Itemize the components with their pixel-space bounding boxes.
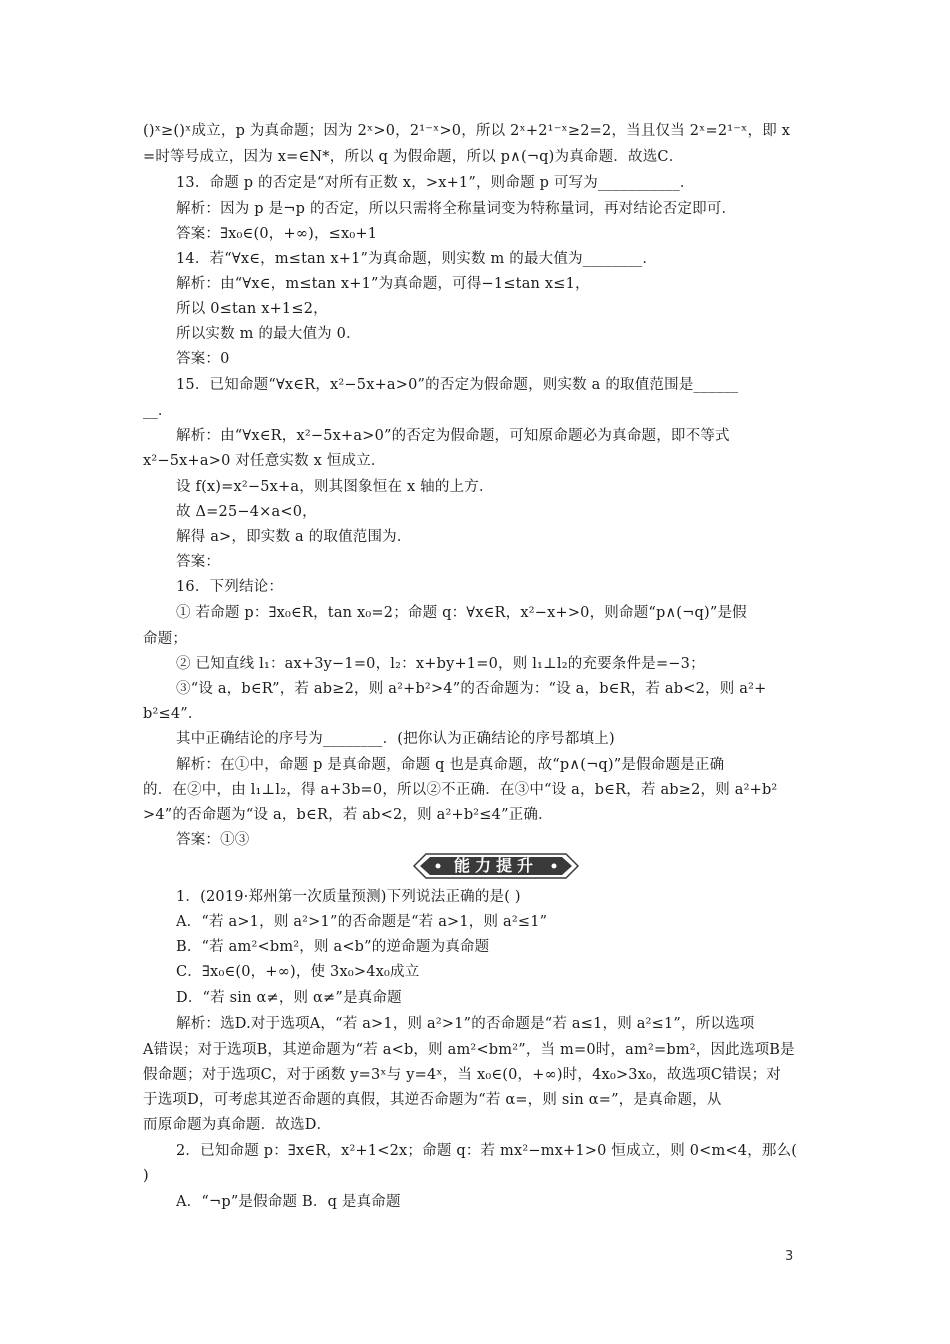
text-line: >4”的否命题为“设 a，b∈R，若 ab<2，则 a²+b²≤4”正确． — [143, 807, 553, 823]
text-line: 解析：由“∀x∈，m≤tan x+1”为真命题，可得−1≤tan x≤1， — [176, 276, 590, 292]
text-line: 命题； — [143, 631, 188, 647]
text-line: 15．已知命题“∀x∈R，x²−5x+a>0”的否定为假命题，则实数 a 的取值范围是______ — [176, 377, 739, 393]
text-line: 设 f(x)=x²−5x+a，则其图象恒在 x 轴的上方． — [176, 479, 494, 495]
text-line: 故 Δ=25−4×a<0， — [176, 504, 317, 520]
text-line: ② 已知直线 l₁：ax+3y−1=0，l₂：x+by+1=0，则 l₁⊥l₂的充要条件是=−3； — [176, 656, 705, 672]
option-line: D．“若 sin α≠，则 α≠”是真命题 — [176, 990, 402, 1006]
text-line: 16．下列结论： — [176, 579, 284, 595]
text-line: 解析：选D.对于选项A，“若 a>1，则 a²>1”的否命题是“若 a≤1，则 a²≤1”，所以选项 — [176, 1016, 755, 1032]
answer-line: 答案：∃x₀∈(0，+∞)，≤x₀+1 — [176, 226, 378, 242]
text-line: 而原命题为真命题．故选D． — [143, 1117, 332, 1133]
banner-title: 能力提升 — [453, 856, 538, 875]
text-line: 解析：在①中，命题 p 是真命题，命题 q 也是真命题，故“p∧(¬q)”是假命题是正确 — [176, 757, 725, 773]
text-line: 解析：由“∀x∈R，x²−5x+a>0”的否定为假命题，可知原命题必为真命题，即不等式 — [176, 428, 730, 444]
text-line: =时等号成立，因为 x=∈N*，所以 q 为假命题，所以 p∧(¬q)为真命题．故选C． — [143, 149, 684, 165]
text-line: 其中正确结论的序号为________．(把你认为正确结论的序号都填上) — [176, 731, 615, 747]
option-line: C．∃x₀∈(0，+∞)，使 3x₀>4x₀成立 — [176, 964, 420, 980]
text-line: 解析：因为 p 是¬p 的否定，所以只需将全称量词变为特称量词，再对结论否定即可． — [176, 201, 737, 217]
text-line: 解得 a>，即实数 a 的取值范围为． — [176, 529, 412, 545]
section-banner — [412, 852, 580, 880]
option-line: A．“若 a>1，则 a²>1”的否命题是“若 a>1，则 a²≤1” — [176, 914, 548, 930]
text-line: x²−5x+a>0 对任意实数 x 恒成立． — [143, 453, 386, 469]
text-line: __． — [143, 403, 173, 419]
option-line: A．“¬p”是假命题 B．q 是真命题 — [176, 1194, 401, 1210]
text-line: 于选项D，可考虑其逆否命题的真假，其逆否命题为“若 α=，则 sin α=”，是真命题，从 — [143, 1092, 722, 1108]
answer-line: 答案：①③ — [176, 832, 250, 848]
question-line: 1．(2019·郑州第一次质量预测)下列说法正确的是( ) — [176, 889, 521, 905]
text-line: ③“设 a，b∈R”，若 ab≥2，则 a²+b²>4”的否命题为：“设 a，b∈R，若 ab<2，则 a²+ — [176, 681, 767, 697]
text-line: ① 若命题 p：∃x₀∈R，tan x₀=2；命题 q：∀x∈R，x²−x+>0，则命题“p∧(¬q)”是假 — [176, 605, 747, 621]
page-number: 3 — [785, 1249, 794, 1264]
text-line: ) — [143, 1168, 149, 1184]
text-line: 所以 0≤tan x+1≤2， — [176, 301, 328, 317]
option-line: B．“若 am²<bm²，则 a<b”的逆命题为真命题 — [176, 939, 490, 955]
answer-line: 答案：0 — [176, 351, 230, 367]
text-line: b²≤4”． — [143, 706, 203, 722]
text-line: 14．若“∀x∈，m≤tan x+1”为真命题，则实数 m 的最大值为________． — [176, 251, 658, 267]
question-line: 2．已知命题 p：∃x∈R，x²+1<2x；命题 q：若 mx²−mx+1>0 恒成立，则 0<m<4，那么( — [176, 1143, 798, 1159]
text-line: 假命题；对于选项C，对于函数 y=3ˣ与 y=4ˣ，当 x₀∈(0，+∞)时，4x₀>3x₀，故选项C错误；对 — [143, 1067, 782, 1083]
text-line: 的．在②中，由 l₁⊥l₂，得 a+3b=0，所以②不正确．在③中“设 a，b∈R，若 ab≥2，则 a²+b² — [143, 782, 778, 798]
text-line: 13．命题 p 的否定是“对所有正数 x，>x+1”，则命题 p 可写为___________． — [176, 175, 695, 191]
answer-line: 答案： — [176, 554, 221, 570]
text-line: A错误；对于选项B，其逆命题为“若 a<b，则 am²<bm²”，当 m=0时，am²=bm²，因此选项B是 — [143, 1042, 795, 1058]
text-line: ()ˣ≥()ˣ成立，p 为真命题；因为 2ˣ>0，2¹⁻ˣ>0，所以 2ˣ+2¹⁻ˣ≥2=2，当且仅当 2ˣ=2¹⁻ˣ，即 x — [143, 123, 791, 139]
text-line: 所以实数 m 的最大值为 0． — [176, 326, 361, 342]
